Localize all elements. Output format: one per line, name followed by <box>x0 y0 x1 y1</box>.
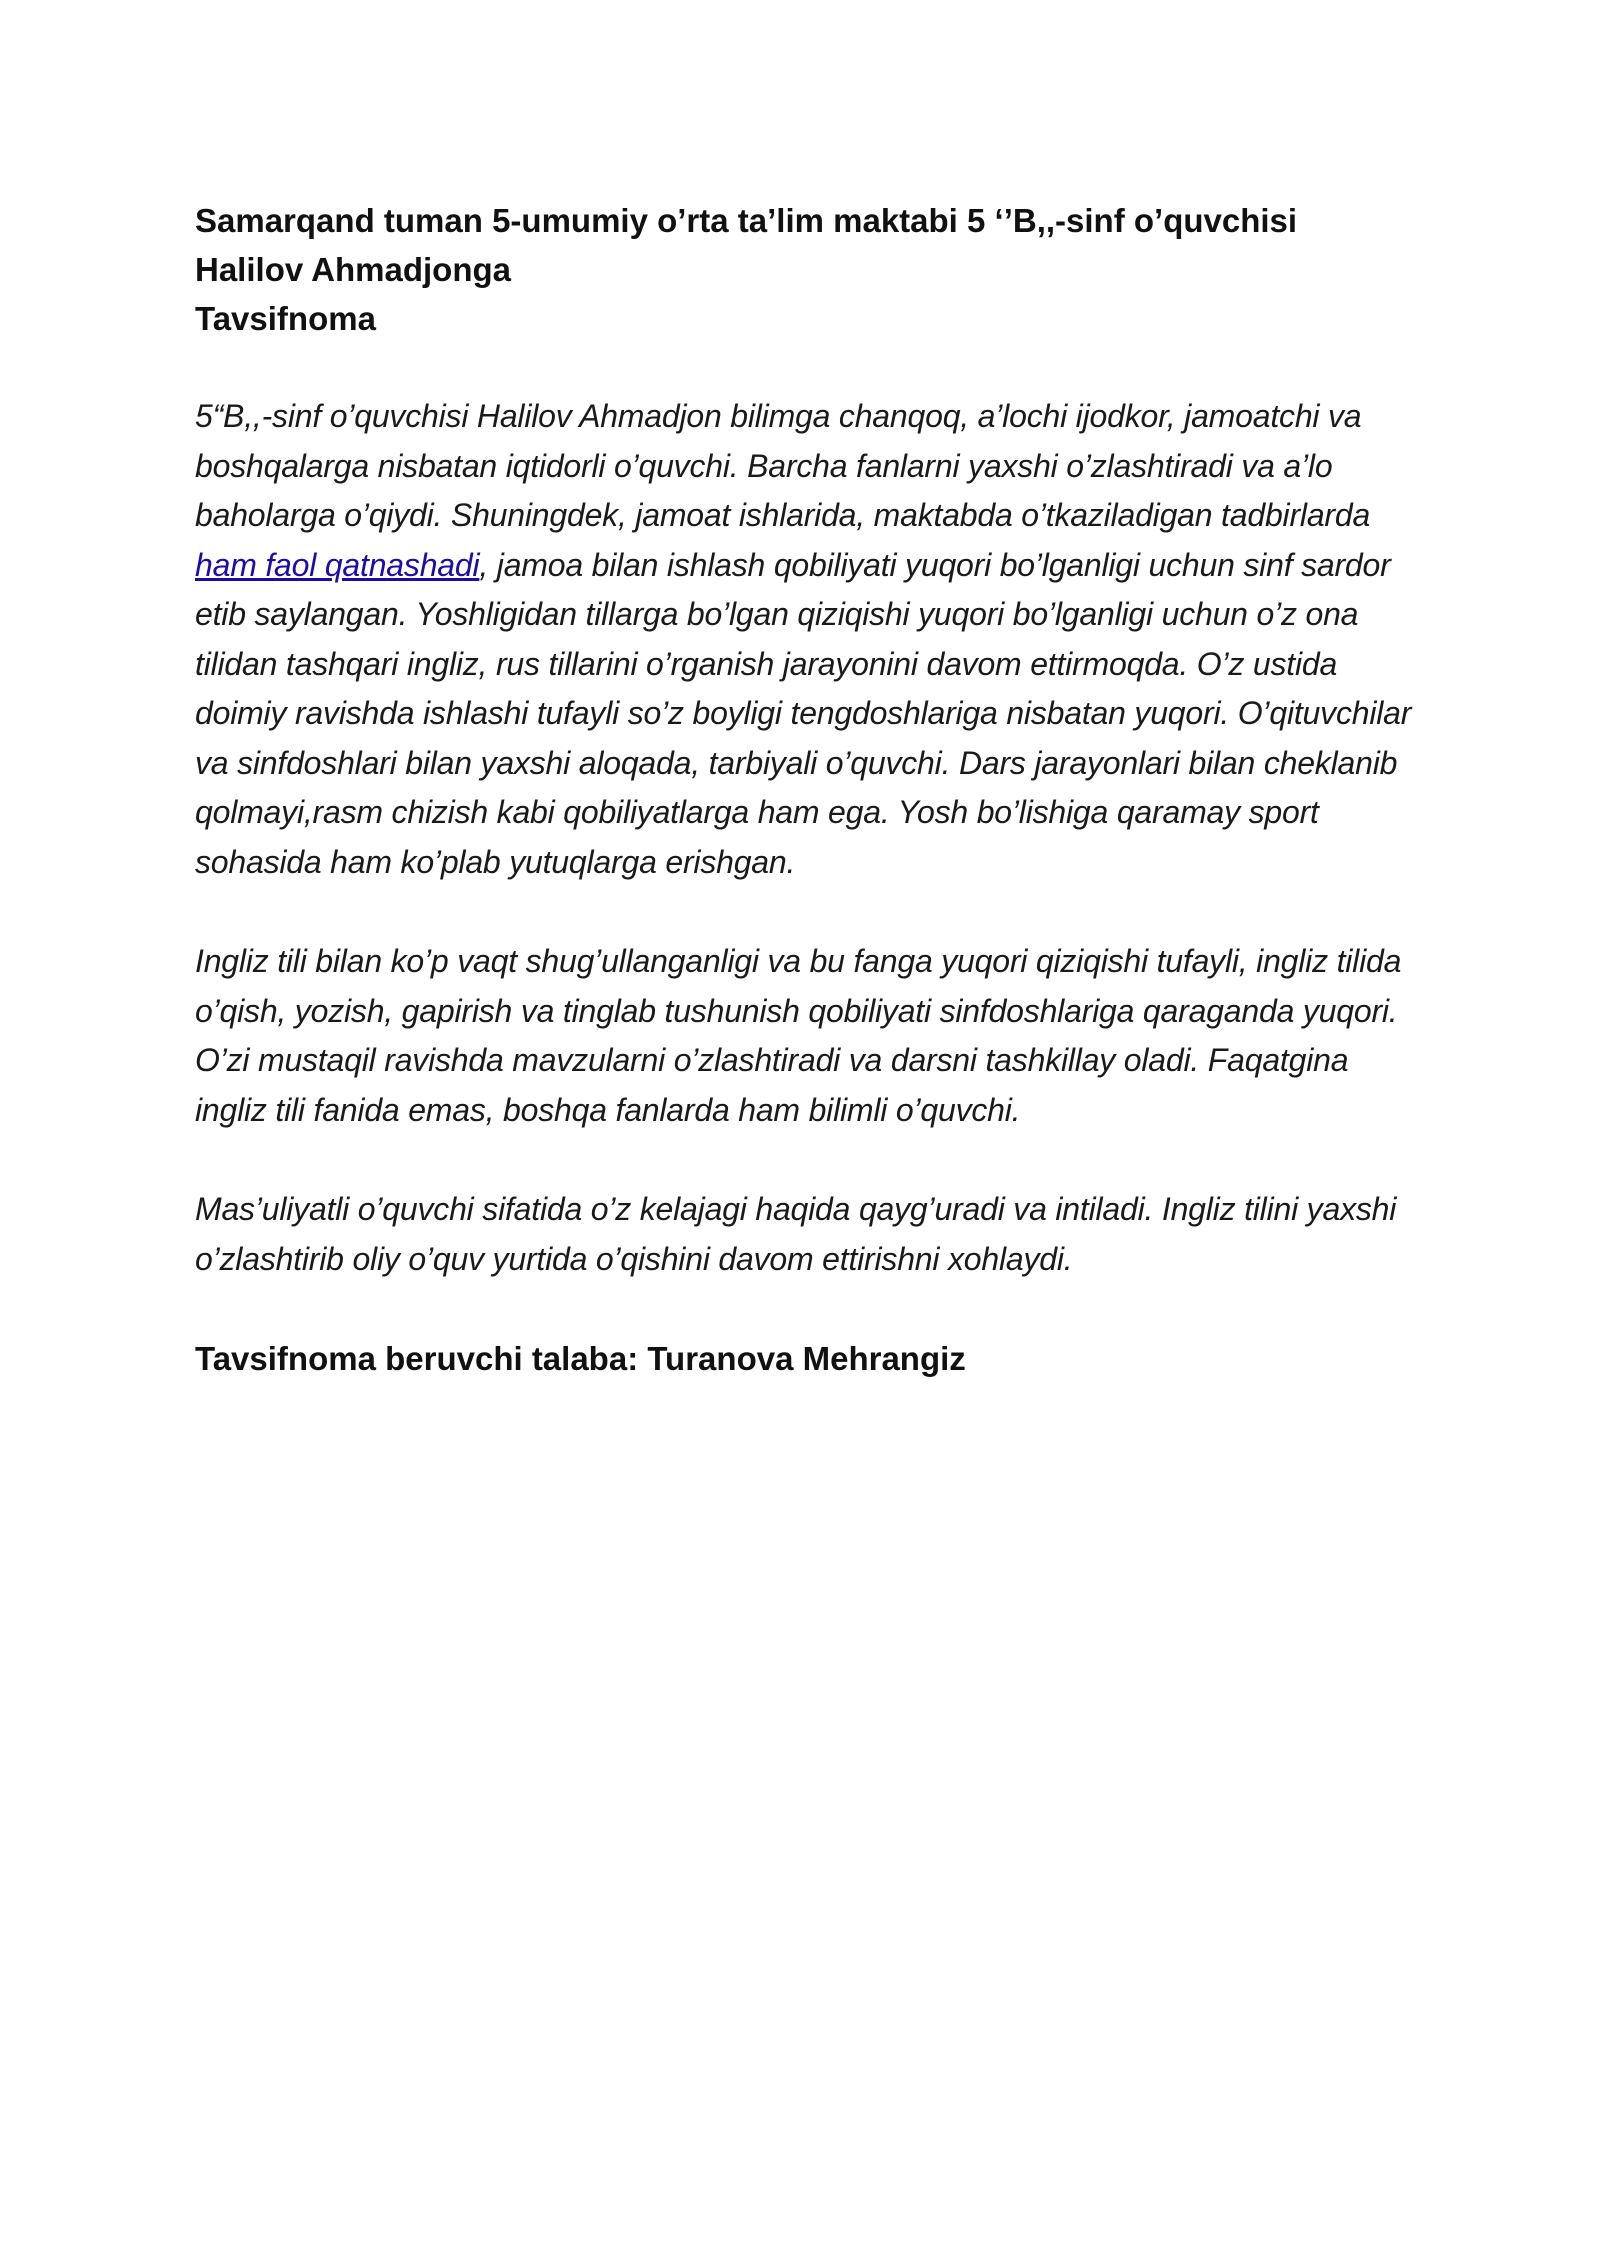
document-header <box>195 196 1425 343</box>
signature-line: Tavsifnoma beruvchi talaba: Turanova Mehrangiz <box>195 1340 966 1377</box>
document-page <box>195 196 1425 1383</box>
paragraph-intro-end: , jamoa bilan ishlash qobiliyati yuqori bo’lganligi uchun sinf sardor etib saylangan. Yoshligidan tillarga bo’lgan qiziqishi yuqori bo’lganligi uchun o’z ona tilidan tashqari ingliz, rus tillarini o’rganish jarayonini davom ettirmoqda. O’z ustida doimiy ravishda ishlashi tufayli so’z boyligi tengdoshlariga nisbatan yuqori. O’qituvchilar va sinfdoshlari bilan yaxshi aloqada, tarbiyali o’quvchi. Dars jarayonlari bilan cheklanib qolmayi,rasm chizish kabi qobiliyatlarga ham ega. Yosh bo’lishiga qaramay sport sohasida ham ko’plab yutuqlarga erishgan. <box>195 546 1412 880</box>
header-student-name: Halilov Ahmadjonga <box>195 251 511 288</box>
paragraph-intro <box>195 392 1425 887</box>
paragraph-intro-start: 5“B,,-sinf o’quvchisi Halilov Ahmadjon bilimga chanqoq, a’lochi ijodkor, jamoatchi va boshqalarga nisbatan iqtidorli o’quvchi. Barcha fanlarni yaxshi o’zlashtiradi va a’lo baholarga o’qiydi. Shuningdek, jamoat ishlarida, maktabda o’tkaziladigan tadbirlarda <box>195 398 1371 533</box>
document-title: Tavsifnoma <box>195 300 376 337</box>
paragraph-future: Mas’uliyatli o’quvchi sifatida o’z kelajagi haqida qayg’uradi va intiladi. Ingliz tilini yaxshi o’zlashtirib oliy o’quv yurtida o’qishini davom ettirishni xohlaydi. <box>195 1191 1397 1277</box>
header-school-line: Samarqand tuman 5-umumiy o’rta ta’lim maktabi 5 ‘’B,,-sinf o’quvchisi <box>195 202 1298 239</box>
paragraph-english: Ingliz tili bilan ko’p vaqt shug’ullanganligi va bu fanga yuqori qiziqishi tufayli, ingliz tilida o’qish, yozish, gapirish va tinglab tushunish qobiliyati sinfdoshlariga qaraganda yuqori. O’zi mustaqil ravishda mavzularni o’zlashtiradi va darsni tashkillay oladi. Faqatgina ingliz tili fanida emas, boshqa fanlarda ham bilimli o’quvchi. <box>195 943 1402 1128</box>
inline-hyperlink[interactable]: ham faol qatnashadi <box>195 546 480 583</box>
